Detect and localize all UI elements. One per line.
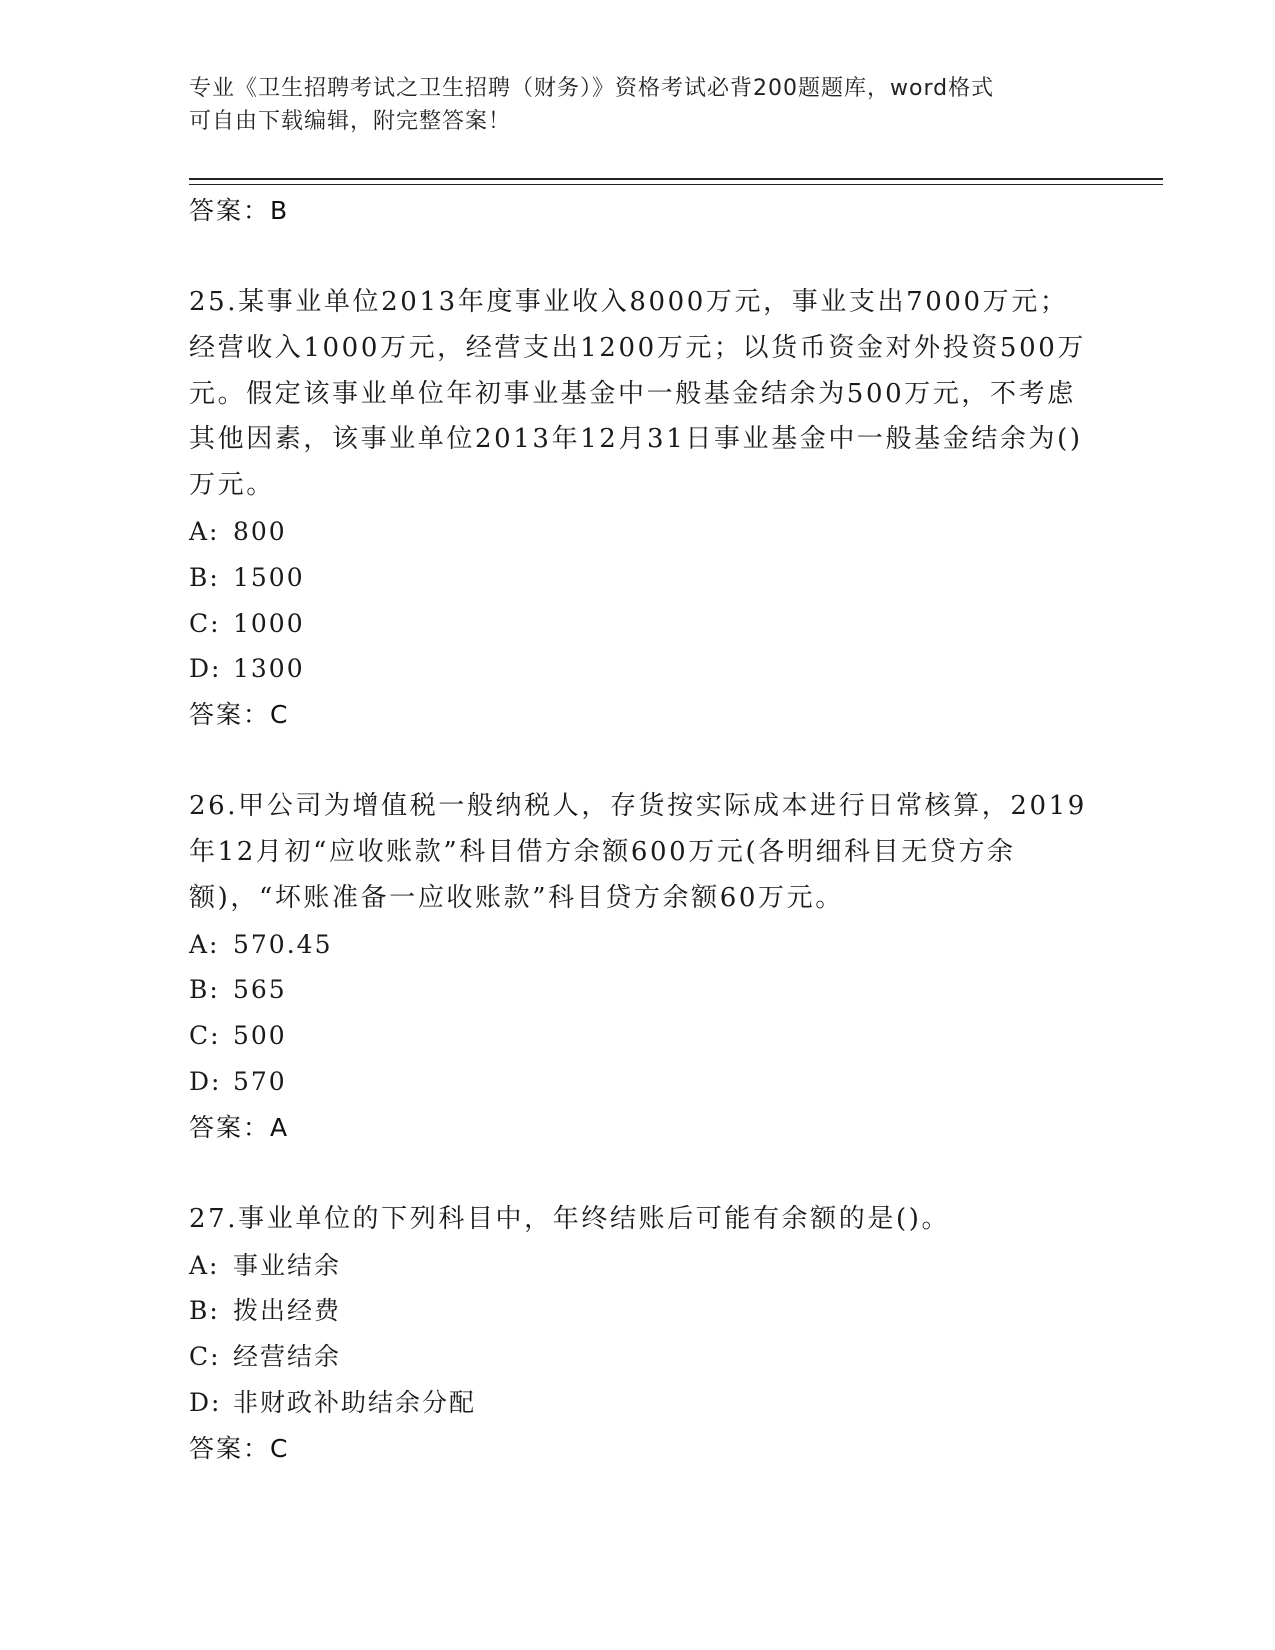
option-c	[189, 1334, 1089, 1380]
option-text: 经营结余	[233, 1342, 342, 1372]
question-text: 甲公司为增值税一般纳税人，存货按实际成本进行日常核算，2019年12月初“应收账款”科目借方余额600万元(各明细科目无贷方余额)，“坏账准备一应收账款”科目贷方余额60万元。	[189, 791, 1087, 913]
option-text: 570.45	[233, 929, 333, 959]
previous-answer	[189, 188, 1089, 234]
option-b	[189, 1288, 1089, 1334]
option-d	[189, 1380, 1089, 1426]
question-stem	[189, 1197, 1089, 1243]
option-letter: A:	[189, 1250, 220, 1280]
question-number: 26.	[189, 791, 239, 822]
option-text: 1000	[233, 608, 305, 638]
option-c	[189, 1013, 1089, 1059]
question-list	[189, 188, 1089, 1472]
option-a	[189, 509, 1089, 555]
question-number: 25.	[189, 287, 239, 317]
question-text: 某事业单位2013年度事业收入8000万元，事业支出7000万元；经营收入1000万元，经营支出1200万元；以货币资金对外投资500万元。假定该事业单位年初事业基金中一般基金结余为500万元，不考虑其他因素，该事业单位2013年12月31日事业基金中一般基金结余为()万元。	[189, 287, 1086, 501]
document-header	[189, 72, 1089, 138]
header-line-2: 可自由下载编辑，附完整答案！	[189, 109, 512, 134]
option-text: 事业结余	[233, 1250, 342, 1280]
question-number: 27.	[189, 1203, 239, 1234]
option-letter: D:	[189, 1387, 222, 1417]
option-b	[189, 967, 1089, 1013]
answer-value: B	[270, 196, 290, 225]
answer-value: C	[270, 700, 290, 730]
option-text: 拨出经费	[233, 1296, 342, 1326]
option-letter: D:	[189, 654, 222, 684]
option-letter: B:	[189, 975, 220, 1005]
option-a	[189, 1243, 1089, 1289]
question-answer	[189, 692, 1089, 738]
question-27	[189, 1197, 1089, 1472]
question-26	[189, 784, 1089, 1151]
option-letter: C:	[189, 1342, 221, 1372]
option-letter: A:	[189, 929, 220, 959]
answer-value: C	[270, 1433, 290, 1463]
option-letter: B:	[189, 1296, 220, 1326]
option-text: 570	[233, 1066, 287, 1096]
option-d	[189, 1059, 1089, 1105]
option-letter: C:	[189, 608, 221, 638]
answer-label: 答案：	[189, 1433, 271, 1463]
option-text: 500	[233, 1021, 287, 1051]
header-divider-thin	[189, 184, 1163, 185]
answer-label: 答案：	[189, 700, 271, 730]
option-text: 1500	[233, 562, 305, 592]
header-line-1: 专业《卫生招聘考试之卫生招聘（财务）》资格考试必背200题题库，word格式	[189, 76, 995, 101]
question-stem	[189, 280, 1089, 509]
option-b	[189, 555, 1089, 601]
option-letter: A:	[189, 516, 220, 546]
option-a	[189, 922, 1089, 968]
question-25	[189, 280, 1089, 738]
answer-label: 答案：	[189, 1112, 271, 1142]
option-text: 非财政补助结余分配	[233, 1387, 477, 1417]
option-c	[189, 601, 1089, 647]
answer-label: 答案：	[189, 196, 271, 225]
option-text: 800	[233, 516, 287, 546]
answer-value: A	[270, 1112, 290, 1142]
option-letter: B:	[189, 562, 220, 592]
question-answer	[189, 1426, 1089, 1472]
question-stem	[189, 784, 1089, 921]
question-answer	[189, 1105, 1089, 1151]
header-divider-thick	[189, 178, 1163, 180]
option-d	[189, 646, 1089, 692]
option-text: 1300	[233, 654, 305, 684]
question-text: 事业单位的下列科目中，年终结账后可能有余额的是()。	[238, 1203, 951, 1234]
option-letter: C:	[189, 1021, 221, 1051]
option-letter: D:	[189, 1066, 222, 1096]
option-text: 565	[233, 975, 287, 1005]
